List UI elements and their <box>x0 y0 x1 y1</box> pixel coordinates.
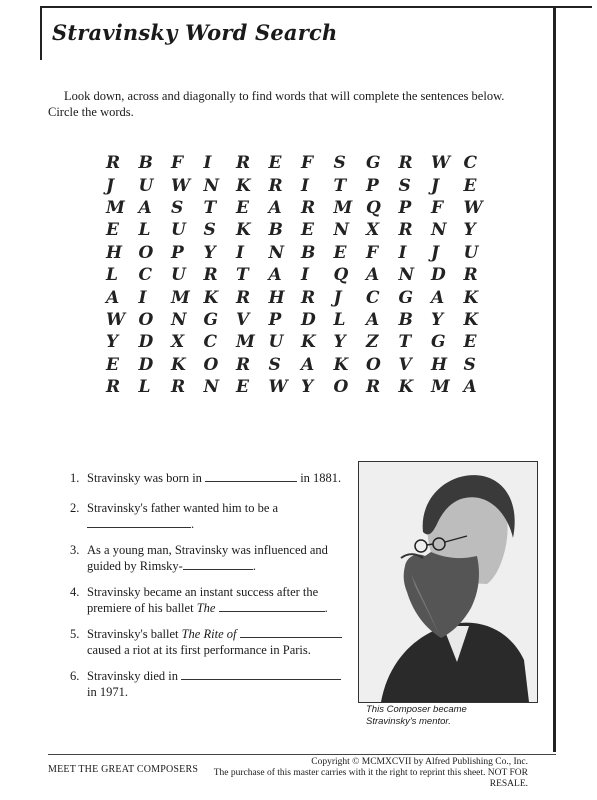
grid-letter[interactable]: K <box>463 309 479 330</box>
grid-letter[interactable]: Y <box>301 377 314 398</box>
instructions-text: Look down, across and diagonally to find words that will complete the sentences below. Circle the words. <box>48 89 505 119</box>
grid-letter[interactable]: K <box>236 220 251 241</box>
grid-letter[interactable]: E <box>236 377 249 398</box>
grid-row <box>106 331 496 353</box>
question-2 <box>70 500 347 532</box>
grid-letter[interactable]: E <box>106 220 119 241</box>
grid-letter[interactable]: K <box>333 354 349 375</box>
grid-letter[interactable]: E <box>463 332 477 353</box>
question-number: 4. <box>70 585 80 599</box>
grid-letter[interactable]: E <box>333 242 347 263</box>
grid-letter[interactable]: D <box>138 332 154 353</box>
grid-letter[interactable]: R <box>106 153 121 174</box>
grid-letter[interactable]: Q <box>333 265 349 286</box>
grid-letter[interactable]: S <box>203 220 216 241</box>
question-number: 6. <box>70 669 80 683</box>
grid-row <box>106 264 496 286</box>
question-text: Stravinsky became an instant success after the premiere of his ballet <box>87 585 319 615</box>
grid-letter[interactable]: U <box>463 242 479 263</box>
grid-letter[interactable]: F <box>171 153 184 174</box>
answer-blank[interactable] <box>181 669 341 680</box>
grid-letter[interactable]: R <box>236 153 251 174</box>
grid-letter[interactable]: A <box>366 265 380 286</box>
grid-letter[interactable]: D <box>431 265 446 286</box>
grid-letter[interactable]: U <box>171 265 186 286</box>
grid-letter[interactable]: K <box>301 332 316 353</box>
grid-letter[interactable]: Q <box>366 197 381 218</box>
grid-letter[interactable]: K <box>171 354 186 375</box>
grid-letter[interactable]: N <box>171 309 187 330</box>
question-text: . <box>324 601 328 615</box>
grid-letter[interactable]: A <box>106 287 120 308</box>
ballet-title-prefix: The <box>196 601 216 615</box>
grid-letter[interactable]: T <box>203 197 217 218</box>
grid-letter[interactable]: G <box>431 332 446 353</box>
caption-line-2: Stravinsky's mentor. <box>366 716 451 727</box>
grid-letter[interactable]: R <box>398 220 413 241</box>
grid-letter[interactable]: R <box>398 153 413 174</box>
question-text: Stravinsky's ballet <box>87 627 179 641</box>
composer-portrait <box>358 461 538 703</box>
grid-row <box>106 197 496 219</box>
caption-line-1: This Composer became <box>366 704 467 715</box>
grid-row <box>106 376 496 398</box>
grid-letter[interactable]: W <box>463 197 483 218</box>
grid-letter[interactable]: F <box>431 197 444 218</box>
grid-letter[interactable]: C <box>366 287 380 308</box>
question-text: . <box>252 559 256 573</box>
portrait-caption <box>366 704 467 728</box>
question-4 <box>70 584 349 616</box>
answer-blank[interactable] <box>87 517 191 528</box>
grid-letter[interactable]: H <box>106 242 123 263</box>
grid-letter[interactable]: G <box>398 287 414 308</box>
grid-letter[interactable]: O <box>203 354 219 375</box>
grid-letter[interactable]: A <box>268 197 282 218</box>
grid-letter[interactable]: T <box>333 175 347 196</box>
grid-letter[interactable]: A <box>301 354 315 375</box>
grid-letter[interactable]: R <box>171 377 186 398</box>
grid-letter[interactable]: N <box>333 220 350 241</box>
question-text: Stravinsky was born in <box>87 471 202 485</box>
question-number: 1. <box>70 471 80 485</box>
grid-letter[interactable]: R <box>366 377 381 398</box>
grid-letter[interactable]: I <box>138 287 147 308</box>
grid-letter[interactable]: P <box>366 175 379 196</box>
frame-left-border <box>40 6 42 60</box>
grid-letter[interactable]: C <box>463 153 478 174</box>
grid-letter[interactable]: X <box>366 220 380 241</box>
grid-letter[interactable]: L <box>106 265 118 286</box>
grid-letter[interactable]: Y <box>106 332 119 353</box>
grid-letter[interactable]: O <box>333 377 349 398</box>
grid-letter[interactable]: M <box>431 377 450 398</box>
frame-top-border <box>40 6 592 8</box>
grid-letter[interactable]: T <box>236 265 249 286</box>
grid-letter[interactable]: I <box>301 175 309 196</box>
question-number: 5. <box>70 627 80 641</box>
grid-letter[interactable]: Z <box>366 332 379 353</box>
answer-blank[interactable] <box>205 471 297 482</box>
grid-letter[interactable]: N <box>203 175 220 196</box>
grid-letter[interactable]: E <box>106 354 119 375</box>
question-number: 3. <box>70 543 80 557</box>
question-text: caused a riot at its first performance in Paris. <box>87 643 311 657</box>
grid-letter[interactable]: I <box>236 242 244 263</box>
grid-letter[interactable]: B <box>398 309 413 330</box>
grid-letter[interactable]: B <box>268 220 283 241</box>
grid-letter[interactable]: Y <box>203 242 216 263</box>
grid-letter[interactable]: R <box>203 265 218 286</box>
grid-letter[interactable]: S <box>268 354 281 375</box>
grid-letter[interactable]: S <box>333 153 346 174</box>
grid-letter[interactable]: N <box>203 377 220 398</box>
grid-letter[interactable]: E <box>463 175 477 196</box>
grid-letter[interactable]: S <box>171 197 184 218</box>
grid-letter[interactable]: R <box>301 287 316 308</box>
grid-letter[interactable]: W <box>268 377 288 398</box>
grid-letter[interactable]: G <box>366 153 381 174</box>
grid-letter[interactable]: L <box>333 309 346 330</box>
answer-blank[interactable] <box>219 601 325 612</box>
grid-letter[interactable]: Y <box>463 220 476 241</box>
grid-letter[interactable]: T <box>398 332 412 353</box>
grid-letter[interactable]: E <box>236 197 249 218</box>
grid-letter[interactable]: O <box>138 309 154 330</box>
grid-letter[interactable]: I <box>398 242 407 263</box>
grid-letter[interactable]: U <box>268 332 284 353</box>
grid-letter[interactable]: O <box>138 242 154 263</box>
grid-letter[interactable]: B <box>138 153 153 174</box>
grid-letter[interactable]: F <box>366 242 379 263</box>
grid-letter[interactable]: K <box>236 175 251 196</box>
grid-row <box>106 354 496 376</box>
grid-letter[interactable]: N <box>268 242 285 263</box>
grid-letter[interactable]: I <box>203 153 212 174</box>
grid-letter[interactable]: K <box>398 377 414 398</box>
grid-letter[interactable]: R <box>236 354 251 375</box>
grid-letter[interactable]: D <box>301 309 316 330</box>
grid-letter[interactable]: L <box>138 220 151 241</box>
grid-letter[interactable]: P <box>398 197 412 218</box>
grid-letter[interactable]: M <box>171 287 190 308</box>
question-text: Stravinsky's father wanted him to be a <box>87 501 279 515</box>
grid-letter[interactable]: W <box>106 309 126 330</box>
question-1 <box>70 470 347 486</box>
grid-letter[interactable]: R <box>106 377 121 398</box>
grid-letter[interactable]: J <box>333 287 342 308</box>
question-text: in 1971. <box>87 685 128 699</box>
grid-row <box>106 174 496 196</box>
grid-letter[interactable]: Y <box>431 309 444 330</box>
grid-letter[interactable]: R <box>236 287 251 308</box>
grid-letter[interactable]: K <box>203 287 219 308</box>
grid-letter[interactable]: F <box>301 153 314 174</box>
grid-letter[interactable]: N <box>431 220 447 241</box>
grid-row <box>106 309 496 331</box>
grid-letter[interactable]: X <box>171 332 185 353</box>
question-text: in 1881. <box>300 471 342 485</box>
question-6 <box>70 668 347 700</box>
grid-letter[interactable]: R <box>301 197 316 218</box>
grid-letter[interactable]: N <box>398 265 415 286</box>
grid-letter[interactable]: M <box>333 197 353 218</box>
grid-row <box>106 242 496 264</box>
grid-letter[interactable]: U <box>171 220 186 241</box>
grid-letter[interactable]: H <box>268 287 285 308</box>
grid-letter[interactable]: J <box>431 175 440 196</box>
grid-letter[interactable]: M <box>236 332 255 353</box>
grid-letter[interactable]: W <box>431 153 451 174</box>
grid-letter[interactable]: J <box>431 242 440 263</box>
copyright-notice <box>196 757 528 790</box>
question-number: 2. <box>70 501 80 515</box>
answer-blank[interactable] <box>183 559 253 570</box>
grid-letter[interactable]: B <box>301 242 316 263</box>
grid-letter[interactable]: R <box>463 265 478 286</box>
grid-letter[interactable]: O <box>366 354 381 375</box>
grid-letter[interactable]: D <box>138 354 154 375</box>
grid-letter[interactable]: E <box>301 220 314 241</box>
grid-letter[interactable]: A <box>366 309 380 330</box>
answer-blank[interactable] <box>240 627 342 638</box>
grid-letter[interactable]: S <box>398 175 411 196</box>
grid-letter[interactable]: R <box>268 175 283 196</box>
grid-letter[interactable]: S <box>463 354 476 375</box>
question-3 <box>70 542 349 574</box>
grid-letter[interactable]: C <box>203 332 218 353</box>
grid-letter[interactable]: V <box>236 309 250 330</box>
grid-letter[interactable]: U <box>138 175 154 196</box>
grid-letter[interactable]: A <box>138 197 152 218</box>
grid-letter[interactable]: P <box>268 309 282 330</box>
question-text: As a young man, Stravinsky was influenced and guided by Rimsky- <box>87 543 328 573</box>
grid-letter[interactable]: A <box>431 287 445 308</box>
grid-letter[interactable]: A <box>463 377 477 398</box>
copyright-line: Copyright © MCMXCVII by Alfred Publishing Co., Inc. <box>311 757 528 767</box>
grid-letter[interactable]: P <box>171 242 184 263</box>
grid-letter[interactable]: V <box>398 354 412 375</box>
grid-letter[interactable]: L <box>138 377 151 398</box>
footer-divider <box>48 754 556 755</box>
question-text: . <box>191 517 195 531</box>
grid-letter[interactable]: W <box>171 175 191 196</box>
page-title: Stravinsky Word Search <box>52 20 338 45</box>
grid-letter[interactable]: C <box>138 265 153 286</box>
grid-letter[interactable]: Y <box>333 332 346 353</box>
ballet-title-prefix: The Rite of <box>181 627 237 641</box>
frame-right-border <box>553 6 556 752</box>
grid-letter[interactable]: K <box>463 287 479 308</box>
grid-letter[interactable]: E <box>268 153 282 174</box>
question-5 <box>70 626 347 658</box>
rights-line: The purchase of this master carries with it the right to reprint this sheet. NOT FOR RESALE. <box>213 768 528 789</box>
grid-row <box>106 219 496 241</box>
series-name: MEET THE GREAT COMPOSERS <box>48 764 199 775</box>
grid-letter[interactable]: I <box>301 265 309 286</box>
portrait-illustration <box>359 462 537 702</box>
grid-row <box>106 152 496 174</box>
grid-letter[interactable]: A <box>268 265 282 286</box>
grid-row <box>106 286 496 308</box>
grid-letter[interactable]: H <box>431 354 448 375</box>
question-text: Stravinsky died in <box>87 669 178 683</box>
grid-letter[interactable]: G <box>203 309 219 330</box>
grid-letter[interactable]: J <box>106 175 115 196</box>
grid-letter[interactable]: M <box>106 197 125 218</box>
word-search-grid[interactable] <box>106 152 496 398</box>
